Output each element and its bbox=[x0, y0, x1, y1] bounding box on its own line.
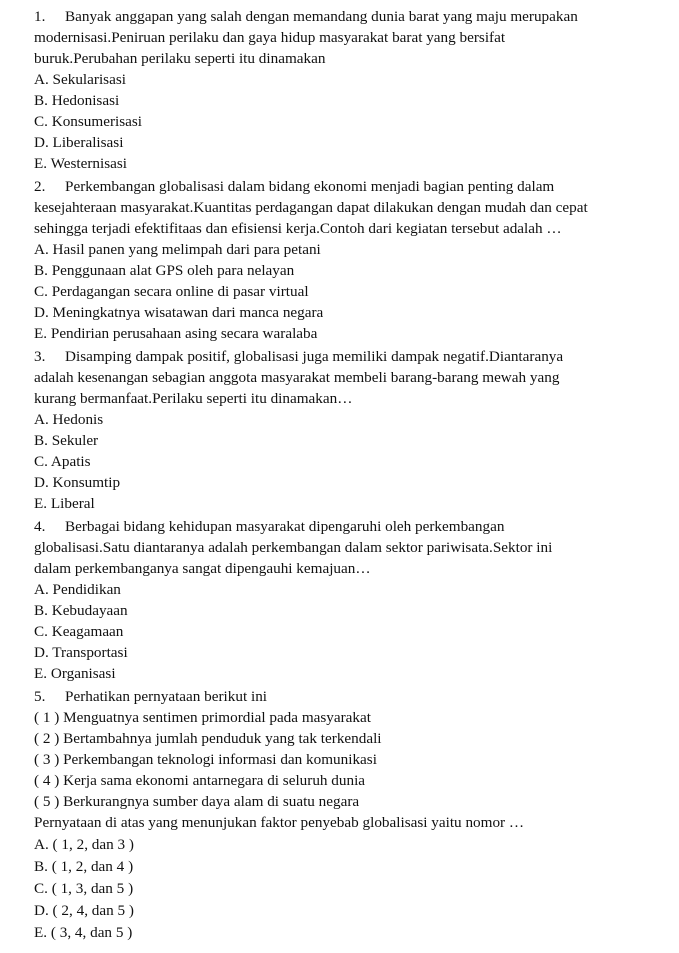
q3-option-c: C. Apatis bbox=[34, 453, 91, 470]
q2-option-b: B. Penggunaan alat GPS oleh para nelayan bbox=[34, 262, 295, 279]
q4-option-e: E. Organisasi bbox=[34, 665, 116, 682]
q5-statement-3: ( 3 ) Perkembangan teknologi informasi dan komunikasi bbox=[34, 751, 377, 768]
q4-text-line1: Berbagai bidang kehidupan masyarakat dipengaruhi oleh perkembangan bbox=[65, 518, 505, 535]
q4-option-d: D. Transportasi bbox=[34, 644, 128, 661]
q3-option-b: B. Sekuler bbox=[34, 432, 99, 449]
q2-text-line2: kesejahteraan masyarakat.Kuantitas perdagangan dapat dilakukan dengan mudah dan cepat bbox=[34, 199, 588, 216]
q2-option-e: E. Pendirian perusahaan asing secara waralaba bbox=[34, 325, 318, 342]
q3-text-line3: kurang bermanfaat.Perilaku seperti itu dinamakan… bbox=[34, 390, 353, 407]
q3-text-line1: Disamping dampak positif, globalisasi juga memiliki dampak negatif.Diantaranya bbox=[65, 348, 564, 365]
q5-option-c: C. ( 1, 3, dan 5 ) bbox=[34, 880, 134, 897]
q5-option-d: D. ( 2, 4, dan 5 ) bbox=[34, 902, 134, 919]
q1-option-a: A. Sekularisasi bbox=[34, 71, 126, 88]
q3-line1 bbox=[34, 346, 673, 367]
q2-text-line1: Perkembangan globalisasi dalam bidang ekonomi menjadi bagian penting dalam bbox=[65, 178, 555, 195]
q2-option-d: D. Meningkatnya wisatawan dari manca negara bbox=[34, 304, 324, 321]
q4-option-b: B. Kebudayaan bbox=[34, 602, 128, 619]
q1-text-line1: Banyak anggapan yang salah dengan memandang dunia barat yang maju merupakan bbox=[65, 8, 578, 25]
q3-option-a: A. Hedonis bbox=[34, 411, 104, 428]
q4-line1 bbox=[34, 516, 673, 537]
q5-option-e: E. ( 3, 4, dan 5 ) bbox=[34, 924, 133, 941]
q3-option-e: E. Liberal bbox=[34, 495, 95, 512]
q4-option-c: C. Keagamaan bbox=[34, 623, 124, 640]
q5-option-a: A. ( 1, 2, dan 3 ) bbox=[34, 836, 134, 853]
q5-text-line1: Perhatikan pernyataan berikut ini bbox=[65, 688, 268, 705]
q5-statement-4: ( 4 ) Kerja sama ekonomi antarnegara di seluruh dunia bbox=[34, 772, 366, 789]
q3-text-line2: adalah kesenangan sebagian anggota masyarakat membeli barang-barang mewah yang bbox=[34, 369, 560, 386]
q3-option-d: D. Konsumtip bbox=[34, 474, 121, 491]
q1-option-b: B. Hedonisasi bbox=[34, 92, 120, 109]
q5-option-b: B. ( 1, 2, dan 4 ) bbox=[34, 858, 134, 875]
q5-statement-1: ( 1 ) Menguatnya sentimen primordial pada masyarakat bbox=[34, 709, 371, 726]
q5-statement-5: ( 5 ) Berkurangnya sumber daya alam di suatu negara bbox=[34, 793, 360, 810]
q2-text-line3: sehingga terjadi efektifitaas dan efisiensi kerja.Contoh dari kegiatan tersebut adalah … bbox=[34, 220, 562, 237]
q4-text-line2: globalisasi.Satu diantaranya adalah perkembangan dalam sektor pariwisata.Sektor ini bbox=[34, 539, 553, 556]
q1-line1 bbox=[34, 6, 673, 27]
q4-text-line3: dalam perkembanganya sangat dipengauhi kemajuan… bbox=[34, 560, 371, 577]
q1-option-e: E. Westernisasi bbox=[34, 155, 127, 172]
q1-text-line2: modernisasi.Peniruan perilaku dan gaya hidup masyarakat barat yang bersifat bbox=[34, 29, 506, 46]
q5-prompt: Pernyataan di atas yang menunjukan faktor penyebab globalisasi yaitu nomor … bbox=[34, 814, 525, 831]
q5-statement-2: ( 2 ) Bertambahnya jumlah penduduk yang tak terkendali bbox=[34, 730, 382, 747]
q2-line1 bbox=[34, 176, 673, 197]
q2-option-a: A. Hasil panen yang melimpah dari para petani bbox=[34, 241, 321, 258]
q1-number: 1. bbox=[34, 8, 46, 25]
q4-number: 4. bbox=[34, 518, 46, 535]
q1-option-c: C. Konsumerisasi bbox=[34, 113, 142, 130]
q5-line1 bbox=[34, 686, 673, 707]
q5-number: 5. bbox=[34, 688, 46, 705]
q2-number: 2. bbox=[34, 178, 46, 195]
q1-option-d: D. Liberalisasi bbox=[34, 134, 124, 151]
q3-number: 3. bbox=[34, 348, 46, 365]
q2-option-c: C. Perdagangan secara online di pasar virtual bbox=[34, 283, 309, 300]
q1-text-line3: buruk.Perubahan perilaku seperti itu dinamakan bbox=[34, 50, 326, 67]
q4-option-a: A. Pendidikan bbox=[34, 581, 121, 598]
